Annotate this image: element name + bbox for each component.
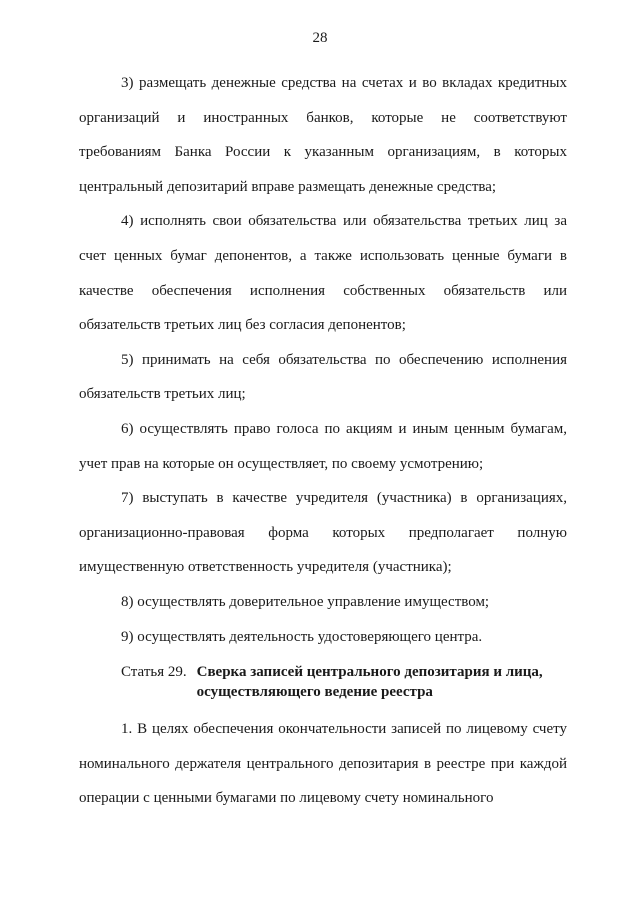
paragraph-item-6: 6) осуществлять право голоса по акциям и иным ценным бумагам, учет прав на которые он осуществляет, по своему усмотрению;: [79, 420, 567, 472]
paragraph-item-8: 8) осуществлять доверительное управление имуществом;: [121, 593, 490, 610]
page-number: 28: [312, 30, 328, 46]
paragraph-item-7: 7) выступать в качестве учредителя (участника) в организациях, организационно-правовая форма которых предполагает полную имущественную ответственность учредителя (участника);: [79, 490, 567, 576]
paragraph-item-9: 9) осуществлять деятельность удостоверяющего центра.: [121, 628, 483, 645]
paragraph-article-29-1: 1. В целях обеспечения окончательности записей по лицевому счету номинального держателя центрального депозитария в реестре при каждой операции с ценными бумагами по лицевому счету номинального: [79, 721, 567, 807]
paragraph-item-3: 3) размещать денежные средства на счетах и во вкладах кредитных организаций и иностранных банков, которые не соответствуют требованиям Банка России к указанным организациям, в которых центральный депозитарий вправе размещать денежные средства;: [79, 75, 567, 195]
document-body: [79, 66, 567, 816]
paragraph-item-5: 5) принимать на себя обязательства по обеспечению исполнения обязательств третьих лиц;: [79, 351, 567, 403]
article-number: Статья 29.: [121, 664, 187, 681]
article-heading: [79, 662, 567, 702]
article-title: Сверка записей центрального депозитария и лица, осуществляющего ведение реестра: [196, 664, 543, 701]
paragraph-item-4: 4) исполнять свои обязательства или обязательства третьих лиц за счет ценных бумаг депонентов, а также использовать ценные бумаги в качестве обеспечения исполнения собственных обязательств или обязательств третьих лиц без согласия депонентов;: [79, 213, 567, 334]
